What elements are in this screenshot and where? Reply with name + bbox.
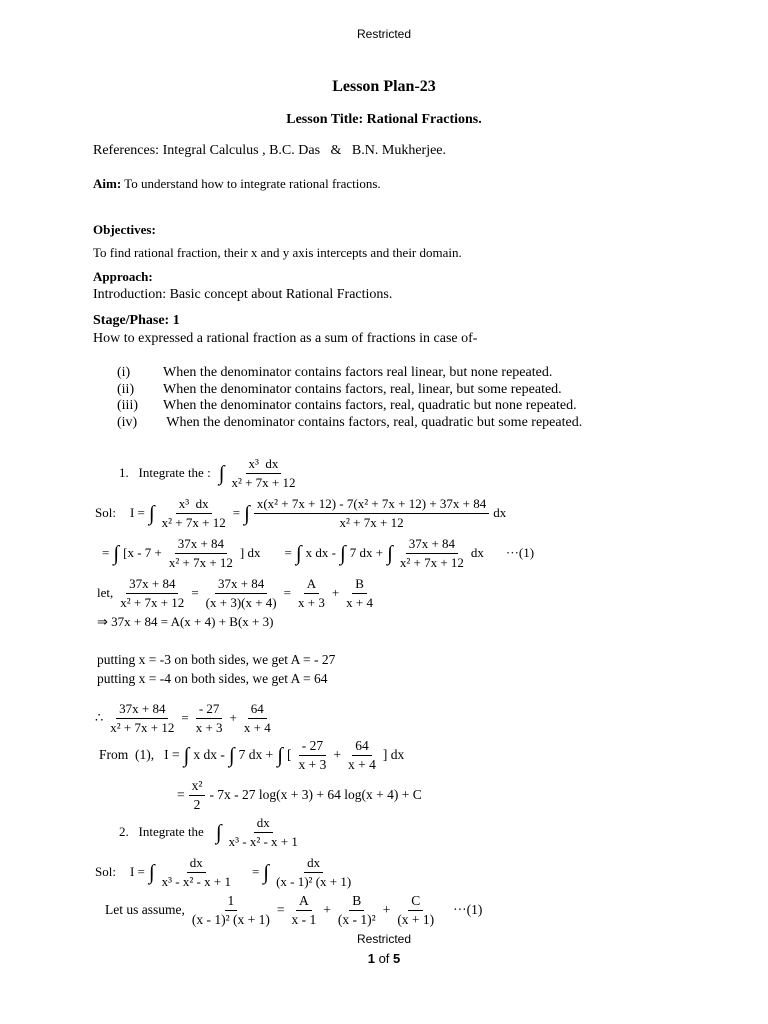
integral-sign: ∫ [215,819,222,844]
math-text: + [323,902,331,917]
fraction-denominator: x + 3 [297,594,325,610]
fraction-denominator: x - 1 [291,911,317,927]
math-text: = [191,585,199,600]
aim-label: Aim: [93,176,122,191]
fraction-numerator: dx [304,855,323,873]
math-text: [x - 7 + [123,545,162,560]
math-line-assume [103,888,484,932]
integral-sign: ∫ [244,500,250,525]
fraction [189,778,206,813]
fraction [159,496,229,531]
fraction-denominator: (x + 1) [397,911,435,927]
fraction-numerator: x³ dx [176,496,212,514]
fraction-denominator: x² + 7x + 12 [161,514,226,530]
fraction-denominator: x² + 7x + 12 [110,719,175,735]
math-text: ⇒ 37x + 84 = A(x + 4) + B(x + 3) [97,614,274,629]
integral-sign: ∫ [228,742,235,767]
math-text: 7 dx + [349,545,384,560]
math-line-from-1 [97,733,406,777]
math-text: + [333,747,342,762]
math-text: = [232,505,241,520]
integral-sign: ∫ [218,460,225,485]
math-text: + [382,902,391,917]
fraction-denominator: x² + 7x + 12 [339,514,404,530]
case-text: When the denominator contains factors real linear, but none repeated. [163,365,553,380]
integral-sign: ∫ [295,540,302,565]
fraction-denominator: (x - 1)² [337,911,376,927]
fraction [394,893,437,928]
case-number: (ii) [117,382,135,397]
fraction [107,701,177,736]
fraction-numerator: 37x + 84 [215,576,267,594]
math-line-integrate-1 [117,451,301,495]
math-text: = [276,902,285,917]
fraction-numerator: C [408,893,423,911]
fraction [295,576,328,611]
math-text: = [284,545,292,560]
fraction [289,893,320,928]
math-text: dx [493,505,507,520]
fraction-denominator: x² + 7x + 12 [168,554,233,570]
math-text: - 7x - 27 log(x + 3) + 64 log(x + 4) + C [209,787,422,802]
fraction-numerator: dx [187,855,206,873]
math-text: [ [287,747,292,762]
fraction-numerator: - 27 [196,701,223,719]
page-current: 1 [367,951,375,966]
fraction-denominator: (x - 1)² (x + 1) [191,911,270,927]
math-text: = [283,585,291,600]
fraction-denominator: x² + 7x + 12 [120,594,185,610]
fraction [397,536,467,571]
fraction-numerator: 37x + 84 [406,536,458,554]
integral-sign: ∫ [339,540,346,565]
math-text: dx [470,545,484,560]
math-text: = [177,787,185,802]
math-text: ···(1) [505,545,535,560]
fraction-denominator: x + 3 [298,756,327,772]
fraction-numerator: 37x + 84 [116,701,168,719]
objectives-heading: Objectives: [93,222,156,237]
lesson-plan-title: Lesson Plan-23 [332,78,436,95]
fraction [296,738,330,773]
fraction [166,536,236,571]
fraction-numerator: 64 [352,738,372,756]
case-number: (iii) [117,398,138,413]
fraction-numerator: x² [189,778,206,796]
header-classification: Restricted [356,27,412,41]
integral-sign: ∫ [113,540,120,565]
fraction [226,815,301,850]
fraction-numerator: A [304,576,319,594]
fraction [228,456,298,491]
math-text: + [331,585,340,600]
math-text: = [102,545,110,560]
math-text: x dx - [305,545,336,560]
integral-sign: ∫ [148,500,155,525]
fraction [343,576,376,611]
fraction-denominator: x² + 7x + 12 [231,474,296,490]
math-text: ] dx [382,747,405,762]
fraction [241,701,274,736]
case-text: When the denominator contains factors, real, linear, but some repeated. [163,382,562,397]
fraction-numerator: - 27 [299,738,326,756]
case-number: (i) [117,365,131,380]
math-text: 1. Integrate the : [119,465,211,480]
math-text: I = [129,505,145,520]
math-text: ∴ [95,710,104,725]
fraction [254,496,489,531]
math-text: Sol: [95,864,116,879]
page-total: 5 [393,951,401,966]
fraction-numerator: 37x + 84 [175,536,227,554]
approach-text: Introduction: Basic concept about Rational Fractions. [93,287,393,302]
fraction [193,701,226,736]
fraction-denominator: 2 [193,796,201,812]
math-text: putting x = -4 on both sides, we get A = 64 [97,671,328,686]
objectives-text: To find rational fraction, their x and y axis intercepts and their domain. [93,245,462,260]
fraction-numerator: x(x² + 7x + 12) - 7(x² + 7x + 12) + 37x + 84 [254,496,489,514]
integral-sign: ∫ [263,859,270,884]
math-text: + [229,710,237,725]
case-number: (iv) [117,415,138,430]
footer-classification: Restricted [356,932,412,946]
math-line-putting-2 [95,657,329,701]
lesson-title: Lesson Title: Rational Fractions. [286,112,482,127]
fraction-numerator: 37x + 84 [126,576,178,594]
approach-heading: Approach: [93,269,153,284]
case-text: When the denominator contains factors, real, quadratic but none repeated. [163,398,577,413]
integral-sign: ∫ [387,540,393,565]
page-number [0,951,768,966]
aim-text: To understand how to integrate rational fractions. [121,176,381,191]
page-of: of [378,951,390,966]
math-text: Sol: [95,505,116,520]
math-text: ] dx [239,545,261,560]
fraction-denominator: x + 4 [346,594,374,610]
math-text: From (1), [99,747,155,762]
stage-heading: Stage/Phase: 1 [93,313,180,328]
fraction [189,893,273,928]
fraction-denominator: x + 4 [348,756,376,772]
case-text: When the denominator contains factors, real, quadratic but some repeated. [163,415,583,430]
math-text: Let us assume, [105,902,185,917]
fraction-numerator: x³ dx [246,456,282,474]
fraction-denominator: x + 4 [243,719,271,735]
fraction-numerator: 1 [225,893,238,911]
integral-sign: ∫ [277,742,284,767]
math-text: x dx - [193,747,225,762]
integral-sign: ∫ [148,859,155,884]
fraction-numerator: A [296,893,312,911]
fraction [345,738,379,773]
fraction-denominator: x² + 7x + 12 [399,554,464,570]
fraction [273,855,354,890]
integral-sign: ∫ [183,742,190,767]
math-line-expand [100,531,536,575]
math-text: I = [129,864,145,879]
fraction-denominator: x³ - x² - x + 1 [228,833,298,849]
stage-text: How to expressed a rational fraction as a sum of fractions in case of- [93,331,478,346]
fraction-numerator: dx [254,815,273,833]
fraction-denominator: x + 3 [195,719,223,735]
math-text: = [251,864,260,879]
fraction-denominator: (x + 3)(x + 4) [205,594,277,610]
math-line-solution-1 [93,491,508,535]
math-text: putting x = -3 on both sides, we get A = - 27 [97,652,336,667]
math-text: = [181,710,189,725]
math-line-integrate-2 [117,810,303,854]
fraction-numerator: 64 [248,701,267,719]
references: References: Integral Calculus , B.C. Das & B.N. Mukherjee. [93,143,447,158]
math-text: 2. Integrate the [119,824,204,839]
fraction [159,855,234,890]
math-text: I = [164,747,180,762]
fraction-numerator: B [352,576,367,594]
aim-line [93,176,381,192]
fraction-denominator: x³ - x² - x + 1 [161,873,231,889]
math-text: ···(1) [453,902,483,917]
fraction-numerator: B [349,893,364,911]
math-text: let, [97,585,114,600]
math-text: 7 dx + [238,747,274,762]
fraction [335,893,379,928]
fraction-denominator: (x - 1)² (x + 1) [276,873,352,889]
